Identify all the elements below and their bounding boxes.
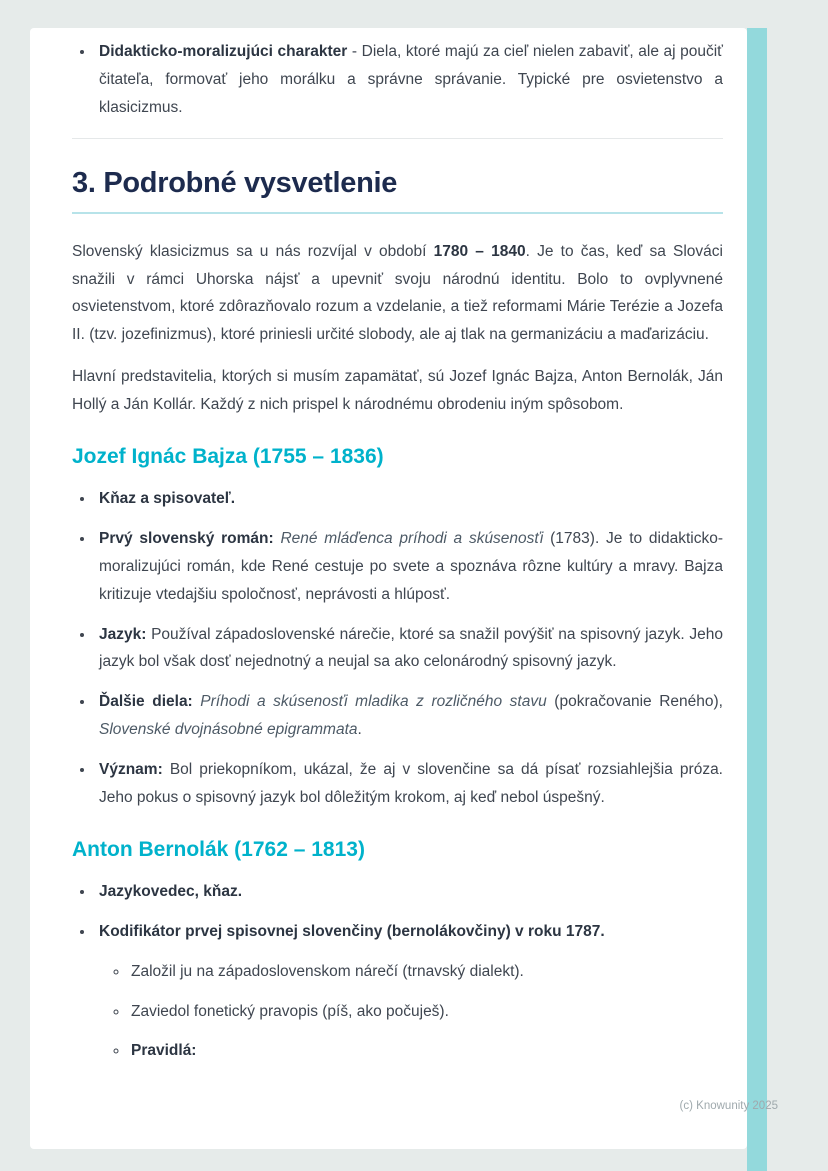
text-run: . Je to čas, keď sa Slováci snažili v rámci Uhorska nájsť a upevniť svoju národnú identitu. Bolo to ovplyvnené osvietenstvom, ktoré zdôrazňovalo rozum a vzdelanie, a tiež reformami Márie Terézie a Jozefa II. (tzv. jozefinizmus), ktoré priniesli určité slobody, ale aj tlak na germanizáciu a maďarizáciu. — [72, 242, 723, 344]
bold-run: Význam: — [99, 761, 163, 779]
text-run: . — [357, 721, 362, 739]
bernolak-sublist — [99, 958, 723, 1066]
bajza-list — [72, 485, 723, 812]
subsection-title-bajza: Jozef Ignác Bajza (1755 – 1836) — [72, 445, 384, 469]
intro-list — [72, 38, 723, 122]
bold-run: Ďalšie diela: — [99, 693, 193, 711]
text-run: - Diela, ktoré majú za cieľ nielen zabaviť, ale aj poučiť čitateľa, formovať jeho morálku a správne správanie. Typické pre osvietenstvo a klasicizmus. — [99, 43, 723, 116]
section-divider — [72, 138, 723, 139]
list-item — [95, 525, 723, 609]
bold-run: 1780 – 1840 — [433, 242, 526, 260]
bold-run: Kňaz a spisovateľ. — [99, 490, 236, 508]
list-item — [95, 38, 723, 122]
list-item — [95, 485, 723, 513]
paragraph-representatives: Hlavní predstavitelia, ktorých si musím zapamätať, sú Jozef Ignác Bajza, Anton Bernolák, Ján Hollý a Ján Kollár. Každý z nich prispel k národnému obrodeniu iným spôsobom. — [72, 368, 723, 414]
watermark-credit: (c) Knowunity 2025 — [679, 1100, 778, 1112]
list-item — [95, 756, 723, 812]
italic-run: Príhodi a skúsenosťi mladika z rozličného stavu — [192, 693, 547, 711]
text-run: Bol priekopníkom, ukázal, že aj v slovenčine sa dá písať rozsiahlejšia próza. Jeho pokus o spisovný jazyk bol dôležitým krokom, aj keď nebol úspešný. — [99, 761, 723, 807]
bold-run: Pravidlá: — [131, 1042, 197, 1060]
sublist-item — [129, 1037, 723, 1065]
bold-run: Jazyk: — [99, 625, 147, 643]
bold-run: Prvý slovenský román: — [99, 529, 274, 547]
text-run: Používal západoslovenské nárečie, ktoré sa snažil povýšiť na spisovný jazyk. Jeho jazyk bol však dosť nejednotný a neujal sa ako celonárodný spisovný jazyk. — [99, 625, 723, 671]
text-run: Zaviedol fonetický pravopis (píš, ako počuješ). — [131, 1002, 449, 1020]
accent-stripe — [747, 28, 767, 1171]
text-run: Založil ju na západoslovenskom nárečí (trnavský dialekt). — [131, 962, 524, 980]
bold-run: Kodifikátor prvej spisovnej slovenčiny (bernolákovčiny) v roku 1787. — [99, 922, 605, 940]
bernolak-list — [72, 878, 723, 1065]
text-run: (pokračovanie Reného), — [546, 693, 723, 711]
list-item — [95, 918, 723, 1066]
bold-run: Didakticko-moralizujúci charakter — [99, 43, 348, 60]
subsection-title-bernolak: Anton Bernolák (1762 – 1813) — [72, 837, 365, 861]
list-item — [95, 621, 723, 677]
bold-run: Jazykovedec, kňaz. — [99, 882, 243, 900]
sublist-item — [129, 958, 723, 986]
paragraph-overview — [72, 238, 723, 350]
text-run: (1783). Je to didakticko-moralizujúci román, kde René cestuje po svete a spoznáva rôzne kultúry a mravy. Bajza kritizuje vtedajšiu spoločnosť, neprávosti a hlúposť. — [99, 529, 723, 603]
text-run: Slovenský klasicizmus sa u nás rozvíjal v období — [72, 242, 434, 260]
list-item — [95, 688, 723, 744]
italic-run: René mláďenca príhodi a skúsenosťi — [273, 529, 544, 547]
list-item — [95, 878, 723, 906]
sublist-item — [129, 998, 723, 1026]
italic-run: Slovenské dvojnásobné epigrammata — [99, 721, 358, 739]
section-title: 3. Podrobné vysvetlenie — [72, 167, 723, 214]
document-card — [30, 28, 747, 1149]
